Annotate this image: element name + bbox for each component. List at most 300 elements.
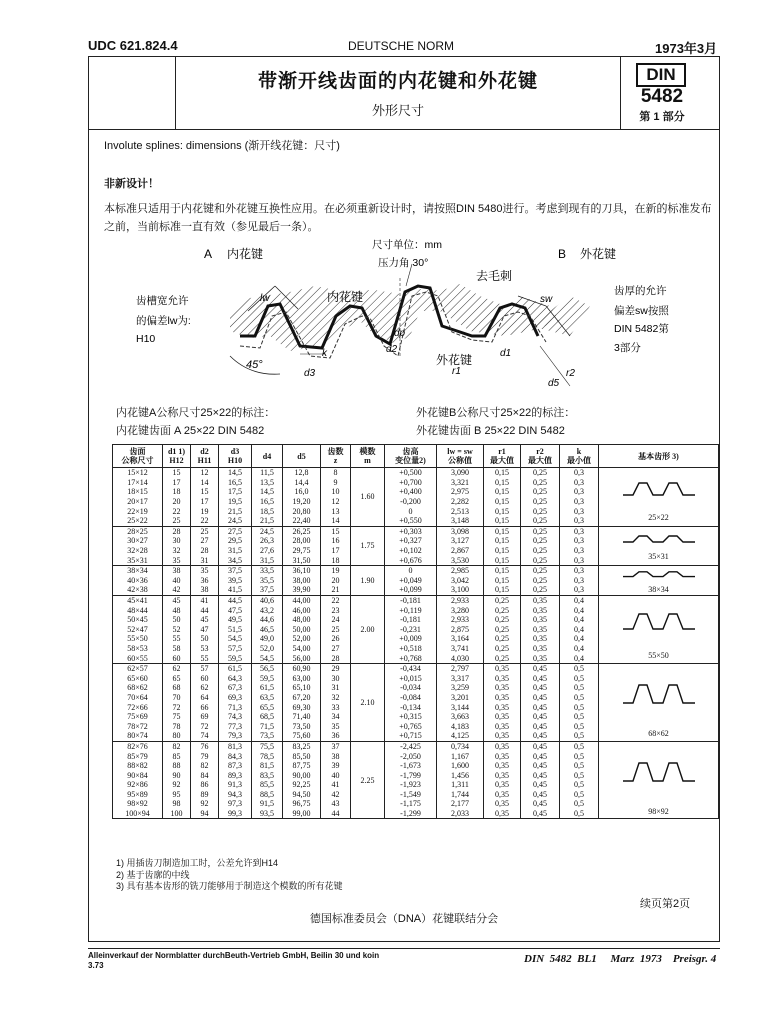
table-cell: 22 xyxy=(163,506,191,516)
hatched-area xyxy=(230,284,560,351)
table-cell: 14,4 xyxy=(283,478,321,488)
table-cell: 54,00 xyxy=(283,644,321,654)
table-cell: 89 xyxy=(191,790,219,800)
table-cell: -0,200 xyxy=(385,497,437,507)
table-cell: 0,35 xyxy=(521,595,560,605)
table-cell: 0,25 xyxy=(521,506,560,516)
table-cell: 44 xyxy=(191,605,219,615)
spline-profile-figure xyxy=(100,236,720,406)
table-cell: 41,5 xyxy=(219,585,252,595)
table-cell: +0,715 xyxy=(385,731,437,741)
table-cell: 48 xyxy=(163,605,191,615)
table-cell: 15 xyxy=(321,526,351,536)
table-cell: 60 xyxy=(163,653,191,663)
table-cell: 52×47 xyxy=(113,625,163,635)
table-cell: 95 xyxy=(163,790,191,800)
table-cell: -0,181 xyxy=(385,595,437,605)
table-cell: 19 xyxy=(191,506,219,516)
table-cell: 21,5 xyxy=(219,506,252,516)
table-cell: -1,799 xyxy=(385,770,437,780)
table-cell: 46,00 xyxy=(283,605,321,615)
table-cell: 26,25 xyxy=(283,526,321,536)
table-cell: 0,5 xyxy=(560,741,599,751)
table-cell: 27,5 xyxy=(219,526,252,536)
table-cell: 0,3 xyxy=(560,576,599,586)
table-cell: -0,181 xyxy=(385,615,437,625)
table-cell: 60×55 xyxy=(113,653,163,663)
table-cell: 0,5 xyxy=(560,673,599,683)
table-cell: 93,5 xyxy=(252,809,283,819)
table-cell: 99,3 xyxy=(219,809,252,819)
table-cell: 0,3 xyxy=(560,565,599,575)
table-cell: 18 xyxy=(163,487,191,497)
table-cell: 39 xyxy=(321,761,351,771)
table-cell: 0,45 xyxy=(521,741,560,751)
table-cell: 33 xyxy=(321,702,351,712)
table-cell: 3,042 xyxy=(437,576,484,586)
table-cell: 0,25 xyxy=(521,585,560,595)
table-cell: 75,5 xyxy=(252,741,283,751)
table-cell: 69 xyxy=(191,712,219,722)
table-cell: 0,3 xyxy=(560,497,599,507)
table-cell: 2,867 xyxy=(437,546,484,556)
table-cell: 0,15 xyxy=(484,487,521,497)
table-cell: 2,975 xyxy=(437,487,484,497)
table-cell: 2,933 xyxy=(437,615,484,625)
table-cell: 0,3 xyxy=(560,536,599,546)
table-cell: 3,164 xyxy=(437,634,484,644)
table-cell: 0,35 xyxy=(484,673,521,683)
table-cell: 85,5 xyxy=(252,780,283,790)
table-row xyxy=(113,741,719,751)
table-cell: 23 xyxy=(321,605,351,615)
table-cell: 46,5 xyxy=(252,625,283,635)
table-cell: 45 xyxy=(163,595,191,605)
table-cell: 60 xyxy=(191,673,219,683)
table-cell: 57 xyxy=(191,663,219,673)
table-cell: 53 xyxy=(191,644,219,654)
table-cell: 20 xyxy=(321,576,351,586)
label-b: B xyxy=(558,247,567,261)
table-cell: 0,45 xyxy=(521,683,560,693)
table-cell: 0,35 xyxy=(484,770,521,780)
table-cell: 61,5 xyxy=(252,683,283,693)
table-cell: 63,5 xyxy=(252,693,283,703)
table-cell: 16 xyxy=(321,536,351,546)
table-cell: 0,35 xyxy=(484,712,521,722)
table-cell: 61,5 xyxy=(219,663,252,673)
table-cell: 37,5 xyxy=(252,585,283,595)
table-cell: 2,177 xyxy=(437,799,484,809)
basic-profile-icon xyxy=(609,667,709,727)
table-cell: 58 xyxy=(163,644,191,654)
table-cell: 42 xyxy=(163,585,191,595)
symbol-d5: d5 xyxy=(548,378,560,389)
table-cell: 85×79 xyxy=(113,751,163,761)
table-cell: +0,676 xyxy=(385,555,437,565)
table-cell: 33,5 xyxy=(252,565,283,575)
left-note-3: H10 xyxy=(136,333,156,345)
table-cell: 100 xyxy=(163,809,191,819)
column-header: d3 H10 xyxy=(219,445,252,468)
basic-profile-cell xyxy=(599,663,719,741)
table-cell: 22,40 xyxy=(283,516,321,526)
table-cell: 0,35 xyxy=(484,761,521,771)
table-cell: 0,4 xyxy=(560,625,599,635)
table-cell: 71,3 xyxy=(219,702,252,712)
table-cell: 16,5 xyxy=(219,478,252,488)
table-cell: 18×15 xyxy=(113,487,163,497)
table-cell: +0,400 xyxy=(385,487,437,497)
table-row xyxy=(113,565,719,575)
table-cell: 8 xyxy=(321,468,351,478)
table-cell: 81,3 xyxy=(219,741,252,751)
table-cell: 82 xyxy=(191,761,219,771)
table-cell: 13 xyxy=(321,506,351,516)
table-cell: 50 xyxy=(163,615,191,625)
basic-profile-cell xyxy=(599,741,719,819)
footnote-3: 3) 具有基本齿形的铣刀能够用于制造这个模数的所有花键 xyxy=(116,881,343,891)
table-cell: 3,663 xyxy=(437,712,484,722)
table-cell: 70×64 xyxy=(113,693,163,703)
table-cell: 59,5 xyxy=(252,673,283,683)
table-cell: 0,3 xyxy=(560,585,599,595)
table-cell: 55 xyxy=(163,634,191,644)
basic-profile-icon xyxy=(609,471,709,511)
table-cell: 3,321 xyxy=(437,478,484,488)
table-cell: 92×86 xyxy=(113,780,163,790)
udc-code: UDC 621.824.4 xyxy=(88,38,178,53)
continued-note: 续页第2页 xyxy=(640,898,691,910)
table-cell: 49,5 xyxy=(219,615,252,625)
table-cell: 0,35 xyxy=(484,683,521,693)
table-cell: 0,5 xyxy=(560,702,599,712)
table-cell: 96,75 xyxy=(283,799,321,809)
table-cell: 40,6 xyxy=(252,595,283,605)
table-cell: 60,90 xyxy=(283,663,321,673)
table-cell: +0,500 xyxy=(385,468,437,478)
table-cell: 3,317 xyxy=(437,673,484,683)
table-cell: 0,45 xyxy=(521,751,560,761)
symbol-r2: r2 xyxy=(566,368,575,379)
bottom-rule xyxy=(88,948,720,949)
table-cell: 3,144 xyxy=(437,702,484,712)
table-cell: -0,231 xyxy=(385,625,437,635)
table-cell: 39,5 xyxy=(219,576,252,586)
warning-text: 非新设计！ xyxy=(104,178,159,190)
table-cell: 89,3 xyxy=(219,770,252,780)
column-header: 齿面 公称尺寸 xyxy=(113,445,163,468)
table-cell: 0,5 xyxy=(560,712,599,722)
table-cell: 0,25 xyxy=(521,526,560,536)
table-cell: 22×19 xyxy=(113,506,163,516)
dimension-table-wrap xyxy=(112,444,718,819)
table-cell: 98×92 xyxy=(113,799,163,809)
table-cell: 0,45 xyxy=(521,799,560,809)
table-cell: 79,3 xyxy=(219,731,252,741)
table-cell: 22 xyxy=(321,595,351,605)
table-cell: 57,5 xyxy=(219,644,252,654)
table-cell: 99,00 xyxy=(283,809,321,819)
table-cell: 72 xyxy=(163,702,191,712)
symbol-k: k xyxy=(322,348,327,359)
table-cell: 80 xyxy=(163,731,191,741)
symbol-d3: d3 xyxy=(304,368,316,379)
column-header: d4 xyxy=(252,445,283,468)
issue-date: 1973年3月 xyxy=(655,41,718,56)
table-cell: 0,45 xyxy=(521,702,560,712)
table-cell: 54,5 xyxy=(252,653,283,663)
table-cell: 87,3 xyxy=(219,761,252,771)
document-title: 带渐开线齿面的内花键和外花键 xyxy=(257,71,538,92)
english-title: Involute splines: dimensions (渐开线花键：尺寸) xyxy=(104,140,340,152)
publisher-note xyxy=(88,951,379,971)
table-cell: 45×41 xyxy=(113,595,163,605)
table-cell: 0,35 xyxy=(484,702,521,712)
table-cell: 30 xyxy=(163,536,191,546)
table-cell: 50×45 xyxy=(113,615,163,625)
symbol-r1: r1 xyxy=(452,366,461,377)
table-cell: 94 xyxy=(191,809,219,819)
table-cell: 0,25 xyxy=(484,634,521,644)
table-cell: 0,4 xyxy=(560,605,599,615)
table-cell: 31,5 xyxy=(252,555,283,565)
table-cell: 0,5 xyxy=(560,799,599,809)
table-cell: 11,5 xyxy=(252,468,283,478)
table-cell: 0,25 xyxy=(521,478,560,488)
table-cell: 28×25 xyxy=(113,526,163,536)
table-cell: 35 xyxy=(191,565,219,575)
table-cell: 0,25 xyxy=(521,536,560,546)
table-row xyxy=(113,468,719,478)
table-cell: 52,0 xyxy=(252,644,283,654)
table-cell: 4,183 xyxy=(437,721,484,731)
table-cell: 56,00 xyxy=(283,653,321,663)
table-cell: 0,35 xyxy=(484,721,521,731)
table-cell: 88 xyxy=(163,761,191,771)
table-cell: 0,35 xyxy=(521,634,560,644)
table-cell: +0,518 xyxy=(385,644,437,654)
table-cell: 85 xyxy=(163,751,191,761)
left-note-2: 的偏差lw为: xyxy=(136,315,191,327)
table-cell: 0,35 xyxy=(521,644,560,654)
table-cell: 0,3 xyxy=(560,555,599,565)
table-cell: 29,75 xyxy=(283,546,321,556)
table-cell: 0,45 xyxy=(521,673,560,683)
table-cell: 82 xyxy=(163,741,191,751)
table-cell: +0,015 xyxy=(385,673,437,683)
table-cell: 0,5 xyxy=(560,761,599,771)
table-cell: 0,35 xyxy=(521,615,560,625)
table-cell: 24,5 xyxy=(252,526,283,536)
table-cell: 3,098 xyxy=(437,526,484,536)
column-header: d2 H11 xyxy=(191,445,219,468)
table-row xyxy=(113,526,719,536)
table-cell: 12 xyxy=(191,468,219,478)
table-cell: 81,5 xyxy=(252,761,283,771)
table-cell: 0,25 xyxy=(521,546,560,556)
table-cell: 80×74 xyxy=(113,731,163,741)
table-cell: 20 xyxy=(163,497,191,507)
table-cell: 17 xyxy=(191,497,219,507)
table-cell: 35,5 xyxy=(252,576,283,586)
table-cell: 1,167 xyxy=(437,751,484,761)
table-cell: 79 xyxy=(191,751,219,761)
basic-profile-icon xyxy=(609,745,709,805)
table-cell: 1,600 xyxy=(437,761,484,771)
table-cell: 0,25 xyxy=(521,468,560,478)
table-cell: 63,00 xyxy=(283,673,321,683)
table-cell: 17,5 xyxy=(219,487,252,497)
table-cell: 0,35 xyxy=(484,751,521,761)
table-cell: 14,5 xyxy=(252,487,283,497)
table-cell: 65,10 xyxy=(283,683,321,693)
symbol-d2: d2 xyxy=(386,344,398,355)
table-cell: 34,5 xyxy=(219,555,252,565)
table-cell: +0,119 xyxy=(385,605,437,615)
table-cell: 62×57 xyxy=(113,663,163,673)
table-cell: 32 xyxy=(321,693,351,703)
document-reference: DIN 5482 BL1 Marz 1973 Preisgr. 4 xyxy=(524,953,717,965)
table-cell: 38,00 xyxy=(283,576,321,586)
table-cell: 28 xyxy=(191,546,219,556)
table-cell: 72 xyxy=(191,721,219,731)
table-cell: 12,8 xyxy=(283,468,321,478)
table-cell: 0,25 xyxy=(484,615,521,625)
designation-b-1: 外花键B公称尺寸25×22的标注： xyxy=(416,407,576,419)
table-cell: 30 xyxy=(321,673,351,683)
column-header: 基本齿形 3) xyxy=(599,445,719,468)
table-cell: 38 xyxy=(191,585,219,595)
table-cell: -0,434 xyxy=(385,663,437,673)
table-cell: 0,45 xyxy=(521,780,560,790)
table-cell: 74 xyxy=(191,731,219,741)
table-cell: 31 xyxy=(191,555,219,565)
table-cell: 26,3 xyxy=(252,536,283,546)
right-note-3: DIN 5482第 xyxy=(614,323,669,335)
table-cell: 15×12 xyxy=(113,468,163,478)
table-cell: 17 xyxy=(163,478,191,488)
table-cell: 36 xyxy=(321,731,351,741)
basic-profile-label: 55×50 xyxy=(648,650,669,660)
table-cell: 37 xyxy=(321,741,351,751)
basic-profile-icon xyxy=(609,599,709,649)
table-cell: 69,30 xyxy=(283,702,321,712)
table-cell: 78,5 xyxy=(252,751,283,761)
table-cell: 2,282 xyxy=(437,497,484,507)
column-header: r2 最大值 xyxy=(521,445,560,468)
basic-profile-cell xyxy=(599,526,719,565)
table-cell: 64 xyxy=(191,693,219,703)
table-cell: 0,45 xyxy=(521,790,560,800)
table-cell: 24,5 xyxy=(219,516,252,526)
basic-profile-cell xyxy=(599,565,719,595)
table-cell: 0,734 xyxy=(437,741,484,751)
table-cell: 83,5 xyxy=(252,770,283,780)
table-cell: 2,933 xyxy=(437,595,484,605)
table-cell: 16,5 xyxy=(252,497,283,507)
publisher-note-line-2: 3.73 xyxy=(88,961,104,970)
table-cell: 10 xyxy=(321,487,351,497)
right-note-2: 偏差sw按照 xyxy=(614,305,669,317)
outer-spline-label: 外花键 xyxy=(436,353,473,367)
table-cell: 0,25 xyxy=(521,516,560,526)
table-cell: 38×34 xyxy=(113,565,163,575)
table-cell: 15 xyxy=(163,468,191,478)
footnote-1: 1) 用插齿刀制造加工时，公差允许到H14 xyxy=(116,858,279,868)
table-cell: 34 xyxy=(321,712,351,722)
module-cell: 1.60 xyxy=(351,468,385,527)
table-cell: 3,148 xyxy=(437,516,484,526)
column-header: d5 xyxy=(283,445,321,468)
table-cell: 27 xyxy=(191,536,219,546)
designation-b-2: 外花键齿面 B 25×22 DIN 5482 xyxy=(416,425,565,437)
table-cell: 49,0 xyxy=(252,634,283,644)
table-cell: 0,5 xyxy=(560,721,599,731)
table-cell: 0,35 xyxy=(521,625,560,635)
table-cell: 1,744 xyxy=(437,790,484,800)
table-cell: 91,3 xyxy=(219,780,252,790)
right-note-4: 3部分 xyxy=(614,342,641,354)
table-cell: 20,80 xyxy=(283,506,321,516)
table-cell: 68×62 xyxy=(113,683,163,693)
table-cell: 0,3 xyxy=(560,526,599,536)
table-cell: 86 xyxy=(191,780,219,790)
table-cell: 2,797 xyxy=(437,663,484,673)
table-cell: 12 xyxy=(321,497,351,507)
table-cell: 55×50 xyxy=(113,634,163,644)
table-cell: 65 xyxy=(163,673,191,683)
column-header: 模数 m xyxy=(351,445,385,468)
table-cell: 0 xyxy=(385,506,437,516)
publisher-note-line-1: Alleinverkauf der Normblatter durchBeuth-Vertrieb GmbH, Beilin 30 und koin xyxy=(88,951,380,960)
column-header: d1 1) H12 xyxy=(163,445,191,468)
table-cell: 0,4 xyxy=(560,634,599,644)
table-cell: -1,175 xyxy=(385,799,437,809)
table-cell: 36 xyxy=(191,576,219,586)
table-cell: 92 xyxy=(163,780,191,790)
document-subtitle: 外形尺寸 xyxy=(371,103,424,118)
table-cell: 3,090 xyxy=(437,468,484,478)
table-cell: 17 xyxy=(321,546,351,556)
right-note-1: 齿厚的允许 xyxy=(614,285,667,297)
table-cell: 0,3 xyxy=(560,506,599,516)
basic-profile-cell xyxy=(599,595,719,663)
table-cell: 0,25 xyxy=(484,595,521,605)
table-cell: +0,099 xyxy=(385,585,437,595)
table-cell: 94,3 xyxy=(219,790,252,800)
basic-profile-label: 98×92 xyxy=(648,806,669,816)
table-cell: 0,25 xyxy=(521,565,560,575)
table-cell: 43,2 xyxy=(252,605,283,615)
table-cell: 92 xyxy=(191,799,219,809)
table-cell: 48,00 xyxy=(283,615,321,625)
table-cell: 50 xyxy=(191,634,219,644)
din-number: 5482 xyxy=(640,86,684,107)
table-cell: 21,5 xyxy=(252,516,283,526)
table-cell: 44,6 xyxy=(252,615,283,625)
table-cell: 100×94 xyxy=(113,809,163,819)
table-cell: 3,259 xyxy=(437,683,484,693)
table-cell: 0,45 xyxy=(521,731,560,741)
table-cell: 47 xyxy=(191,625,219,635)
table-cell: 0,35 xyxy=(484,799,521,809)
table-cell: +0,009 xyxy=(385,634,437,644)
table-cell: 0,15 xyxy=(484,526,521,536)
table-cell: 91,5 xyxy=(252,799,283,809)
table-cell: 25 xyxy=(321,625,351,635)
table-cell: 0,5 xyxy=(560,770,599,780)
